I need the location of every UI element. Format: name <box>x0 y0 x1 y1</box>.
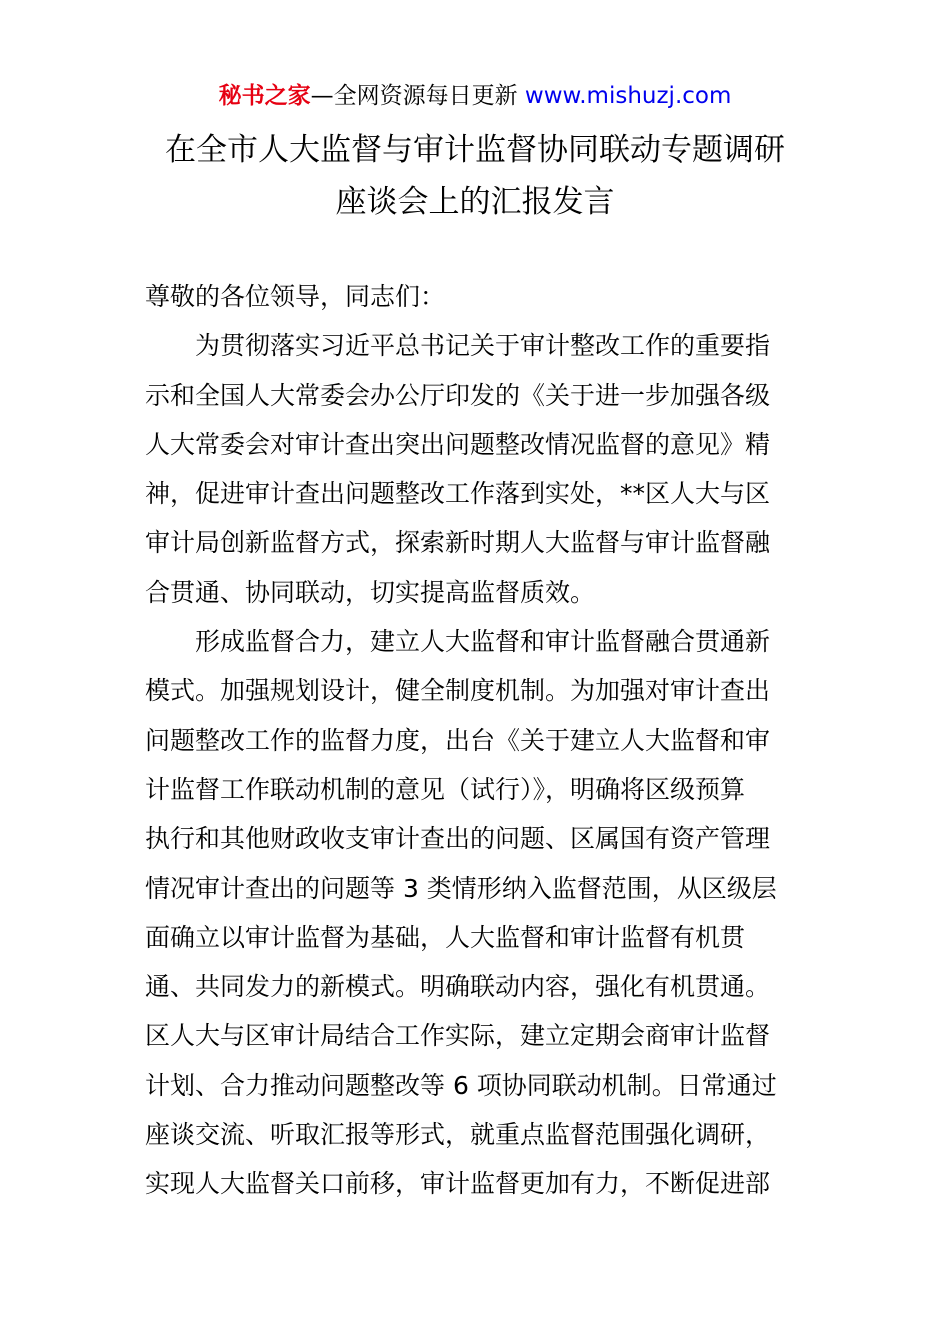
paragraph-line: 审计局创新监督方式，探索新时期人大监督与审计监督融 <box>145 528 771 558</box>
title-line-1: 在全市人大监督与审计监督协同联动专题调研 <box>165 132 785 168</box>
site-url-link[interactable]: www.mishuzj.com <box>524 83 732 109</box>
paragraph-line: 神，促进审计查出问题整改工作落到实处，**区人大与区 <box>145 479 771 509</box>
title-line-2: 座谈会上的汇报发言 <box>335 184 615 220</box>
paragraph-line: 座谈交流、听取汇报等形式，就重点监督范围强化调研， <box>145 1120 771 1150</box>
document-title <box>0 124 950 228</box>
paragraph-line: 模式。加强规划设计，健全制度机制。为加强对审计查出 <box>145 676 771 706</box>
paragraph-1 <box>145 321 809 617</box>
document-body <box>145 272 809 1209</box>
paragraph-2 <box>145 617 809 1209</box>
paragraph-line: 为贯彻落实习近平总书记关于审计整改工作的重要指 <box>195 331 771 361</box>
paragraph-line: 合贯通、协同联动，切实提高监督质效。 <box>145 577 596 607</box>
paragraph-line: 示和全国人大常委会办公厅印发的《关于进一步加强各级 <box>145 380 771 410</box>
paragraph-line: 区人大与区审计局结合工作实际，建立定期会商审计监督 <box>145 1021 771 1051</box>
site-header <box>0 80 950 112</box>
site-brand: 秘书之家 <box>218 83 311 109</box>
paragraph-line: 通、共同发力的新模式。明确联动内容，强化有机贯通。 <box>145 972 771 1002</box>
paragraph-line: 计监督工作联动机制的意见（试行）》，明确将区级预算 <box>145 774 746 804</box>
site-tagline: —全网资源每日更新 <box>310 83 518 109</box>
paragraph-line: 实现人大监督关口前移，审计监督更加有力，不断促进部 <box>145 1169 771 1199</box>
paragraph-line: 情况审计查出的问题等 3 类情形纳入监督范围，从区级层 <box>145 873 777 903</box>
paragraph-line: 面确立以审计监督为基础，人大监督和审计监督有机贯 <box>145 922 746 952</box>
paragraph-line: 计划、合力推动问题整改等 6 项协同联动机制。日常通过 <box>145 1070 777 1100</box>
paragraph-line: 形成监督合力，建立人大监督和审计监督融合贯通新 <box>195 627 771 657</box>
paragraph-line: 问题整改工作的监督力度，出台《关于建立人大监督和审 <box>145 725 771 755</box>
paragraph-line: 执行和其他财政收支审计查出的问题、区属国有资产管理 <box>145 824 771 854</box>
salutation: 尊敬的各位领导，同志们： <box>145 282 446 311</box>
paragraph-line: 人大常委会对审计查出突出问题整改情况监督的意见》精 <box>145 429 771 459</box>
